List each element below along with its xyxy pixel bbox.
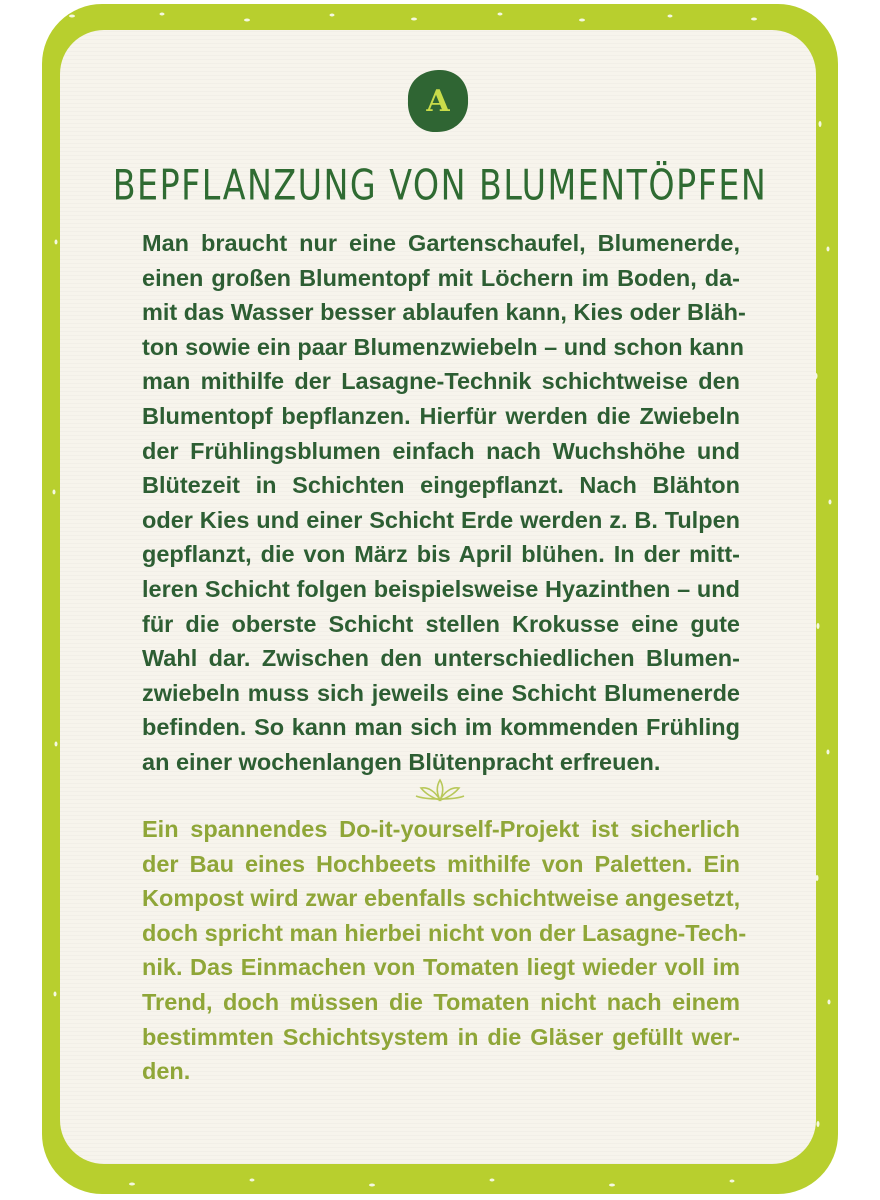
text-line: Blumentopf bepflanzen. Hierfür werden die Zwiebeln xyxy=(142,402,740,429)
text-line: den. xyxy=(142,1058,191,1085)
text-line: nik. Das Einmachen von Tomaten liegt wieder voll im xyxy=(142,954,740,981)
text-line: einen großen Blumentopf mit Löchern im Boden, da- xyxy=(142,264,740,291)
text-line: leren Schicht folgen beispielsweise Hyazinthen – und xyxy=(142,575,740,602)
text-line: bestimmten Schichtsystem in die Gläser gefüllt wer- xyxy=(142,1023,740,1050)
text-line: gepflanzt, die von März bis April blühen. In der mitt- xyxy=(142,541,740,568)
badge xyxy=(406,68,470,134)
text-line: Wahl dar. Zwischen den unterschiedlichen Blumen- xyxy=(142,645,740,672)
text-line: Kompost wird zwar ebenfalls schichtweise angesetzt, xyxy=(142,885,741,912)
text-line: Blütezeit in Schichten eingepflanzt. Nach Blähton xyxy=(142,472,740,499)
card-title: BEPFLANZUNG VON BLUMENTÖPFEN xyxy=(112,161,768,210)
text-line: mit das Wasser besser ablaufen kann, Kies oder Bläh- xyxy=(142,299,746,326)
text-line: Ein spannendes Do-it-yourself-Projekt ist sicherlich xyxy=(142,816,740,842)
text-line: für die oberste Schicht stellen Krokusse eine gute xyxy=(142,610,740,637)
text-line: an einer wochenlangen Blütenpracht erfreuen. xyxy=(142,748,661,775)
text-line: ton sowie ein paar Blumenzwiebeln – und schon kann xyxy=(142,333,744,360)
text-line: oder Kies und einer Schicht Erde werden z. B. Tulpen xyxy=(142,506,740,533)
text-line: man mithilfe der Lasagne-Technik schichtweise den xyxy=(142,368,740,395)
badge-letter: A xyxy=(426,83,450,119)
note-text xyxy=(142,812,747,1089)
text-line: der Bau eines Hochbeets mithilfe von Paletten. Ein xyxy=(142,850,740,877)
text-line: doch spricht man hierbei nicht von der Lasagne-Tech- xyxy=(142,919,747,946)
text-line: befinden. So kann man sich im kommenden Frühling xyxy=(142,714,740,741)
leaf-ornament-icon xyxy=(410,778,470,804)
text-line: der Frühlingsblumen einfach nach Wuchshöhe und xyxy=(142,437,740,464)
text-line: Trend, doch müssen die Tomaten nicht nach einem xyxy=(142,988,740,1015)
text-line: zwiebeln muss sich jeweils eine Schicht Blumenerde xyxy=(142,679,740,706)
text-line: Man braucht nur eine Gartenschaufel, Blumenerde, xyxy=(142,230,740,256)
main-text xyxy=(142,226,746,780)
